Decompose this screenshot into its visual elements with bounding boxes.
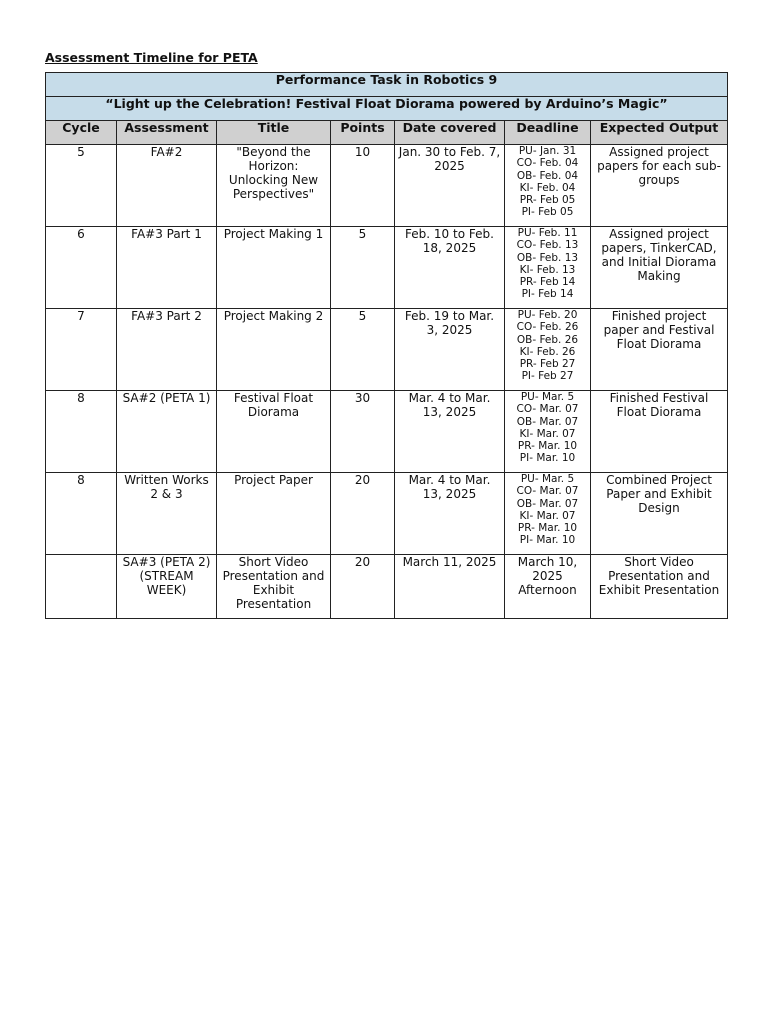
table-row	[46, 391, 728, 473]
points-cell: 5	[331, 227, 395, 309]
deadline-entry: PU- Mar. 5	[520, 391, 575, 403]
assessment-cell: SA#2 (PETA 1)	[117, 391, 217, 473]
column-header-assessment: Assessment	[117, 121, 217, 145]
deadline-entry: CO- Mar. 07	[516, 485, 579, 498]
deadline-entry: KI- Feb. 13	[519, 263, 576, 276]
deadline-cell	[505, 555, 591, 619]
cycle-cell: 8	[46, 391, 117, 473]
cycle-cell: 7	[46, 309, 117, 391]
deadline-entry: KI- Feb. 04	[519, 181, 576, 194]
title-cell: "Beyond the Horizon: Unlocking New Perspectives"	[217, 145, 331, 227]
assessment-cell: FA#3 Part 2	[117, 309, 217, 391]
points-cell: 30	[331, 391, 395, 473]
column-header-row	[46, 121, 728, 145]
date-covered-cell: Mar. 4 to Mar. 13, 2025	[395, 473, 505, 555]
deadline-entry: KI- Mar. 07	[519, 427, 576, 440]
deadline-entry: March 10, 2025 Afternoon	[517, 555, 578, 597]
column-header-title: Title	[217, 121, 331, 145]
deadline-entry: OB- Feb. 26	[516, 333, 579, 346]
document-title: Assessment Timeline for PETA	[45, 50, 258, 65]
deadline-entry: PR- Feb 05	[519, 194, 576, 207]
deadline-cell	[505, 473, 591, 555]
deadline-entry: PR- Feb 27	[519, 358, 576, 371]
banner-title-row	[46, 73, 728, 97]
expected-output-cell: Finished project paper and Festival Float Diorama	[591, 309, 728, 391]
deadline-entry: PI- Mar. 10	[519, 534, 576, 547]
deadline-entry: CO- Mar. 07	[516, 403, 579, 416]
points-cell: 20	[331, 473, 395, 555]
column-header-date-covered: Date covered	[395, 121, 505, 145]
assessment-cell: SA#3 (PETA 2) (STREAM WEEK)	[117, 555, 217, 619]
table-row	[46, 309, 728, 391]
banner-title: Performance Task in Robotics 9	[46, 73, 728, 97]
points-cell: 5	[331, 309, 395, 391]
deadline-entry: PR- Mar. 10	[517, 522, 578, 535]
table-row	[46, 145, 728, 227]
column-header-deadline: Deadline	[505, 121, 591, 145]
deadline-entry: PU- Feb. 11	[517, 227, 578, 239]
banner-subtitle: “Light up the Celebration! Festival Float Diorama powered by Arduino’s Magic”	[46, 97, 728, 121]
cycle-cell: 6	[46, 227, 117, 309]
assessment-cell: Written Works 2 & 3	[117, 473, 217, 555]
table-row	[46, 473, 728, 555]
date-covered-cell: Feb. 19 to Mar. 3, 2025	[395, 309, 505, 391]
deadline-entry: OB- Feb. 04	[516, 169, 579, 182]
table-row	[46, 555, 728, 619]
cycle-cell: 8	[46, 473, 117, 555]
column-header-cycle: Cycle	[46, 121, 117, 145]
deadline-entry: PI- Feb 05	[521, 206, 574, 219]
deadline-cell	[505, 227, 591, 309]
column-header-points: Points	[331, 121, 395, 145]
title-cell: Project Paper	[217, 473, 331, 555]
deadline-entry: KI- Mar. 07	[519, 509, 576, 522]
deadline-entry: PR- Feb 14	[519, 276, 576, 289]
title-cell: Project Making 2	[217, 309, 331, 391]
assessment-cell: FA#3 Part 1	[117, 227, 217, 309]
deadline-cell	[505, 309, 591, 391]
deadline-entry: PU- Feb. 20	[517, 309, 578, 321]
title-cell: Short Video Presentation and Exhibit Presentation	[217, 555, 331, 619]
date-covered-cell: Mar. 4 to Mar. 13, 2025	[395, 391, 505, 473]
expected-output-cell: Assigned project papers for each sub-groups	[591, 145, 728, 227]
deadline-entry: CO- Feb. 13	[516, 239, 579, 252]
deadline-entry: PU- Jan. 31	[518, 145, 577, 157]
deadline-entry: PI- Feb 27	[521, 370, 574, 383]
points-cell: 20	[331, 555, 395, 619]
deadline-cell	[505, 391, 591, 473]
deadline-entry: PI- Mar. 10	[519, 452, 576, 465]
deadline-entry: OB- Mar. 07	[516, 497, 579, 510]
cycle-cell: 5	[46, 145, 117, 227]
deadline-entry: CO- Feb. 26	[516, 321, 579, 334]
expected-output-cell: Combined Project Paper and Exhibit Design	[591, 473, 728, 555]
table-row	[46, 227, 728, 309]
cycle-cell	[46, 555, 117, 619]
date-covered-cell: Feb. 10 to Feb. 18, 2025	[395, 227, 505, 309]
expected-output-cell: Short Video Presentation and Exhibit Presentation	[591, 555, 728, 619]
banner-subtitle-row	[46, 97, 728, 121]
deadline-entry: PU- Mar. 5	[520, 473, 575, 485]
deadline-cell	[505, 145, 591, 227]
assessment-cell: FA#2	[117, 145, 217, 227]
deadline-entry: PI- Feb 14	[521, 288, 574, 301]
deadline-entry: OB- Feb. 13	[516, 251, 579, 264]
date-covered-cell: Jan. 30 to Feb. 7, 2025	[395, 145, 505, 227]
title-cell: Project Making 1	[217, 227, 331, 309]
column-header-expected-output: Expected Output	[591, 121, 728, 145]
deadline-entry: PR- Mar. 10	[517, 440, 578, 453]
points-cell: 10	[331, 145, 395, 227]
expected-output-cell: Assigned project papers, TinkerCAD, and Initial Diorama Making	[591, 227, 728, 309]
assessment-timeline-table	[45, 72, 728, 619]
deadline-entry: OB- Mar. 07	[516, 415, 579, 428]
deadline-entry: CO- Feb. 04	[516, 157, 579, 170]
title-cell: Festival Float Diorama	[217, 391, 331, 473]
deadline-entry: KI- Feb. 26	[519, 345, 576, 358]
expected-output-cell: Finished Festival Float Diorama	[591, 391, 728, 473]
date-covered-cell: March 11, 2025	[395, 555, 505, 619]
